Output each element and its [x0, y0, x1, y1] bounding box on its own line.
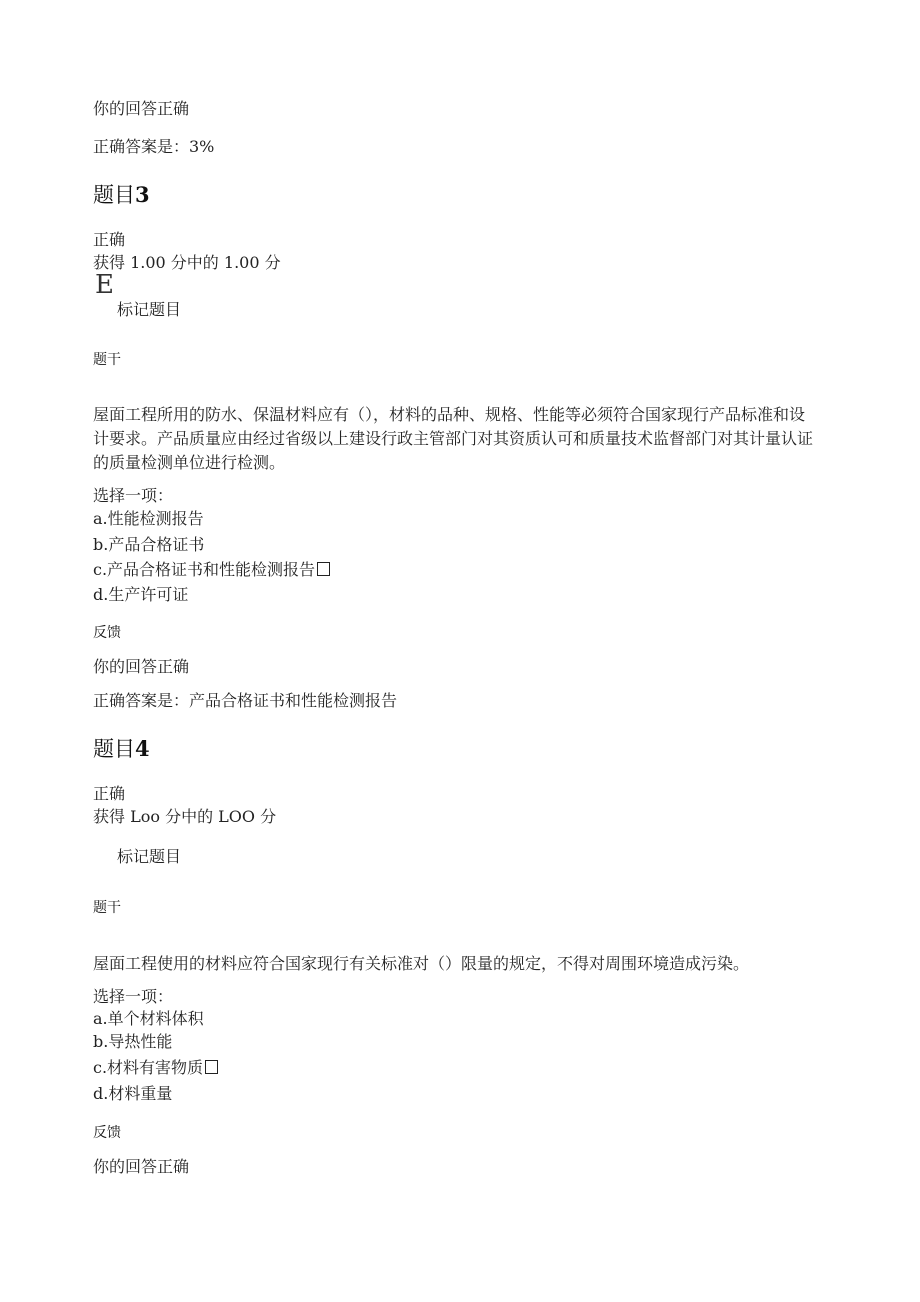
- question-score: 获得 Loo 分中的 LOO 分: [93, 807, 277, 826]
- flag-question-link[interactable]: 标记题目: [117, 300, 182, 319]
- option-label: c.材料有害物质: [93, 1058, 204, 1077]
- option-label: b.产品合格证书: [93, 535, 205, 554]
- feedback-result: 你的回答正确: [93, 1157, 190, 1176]
- option-b[interactable]: [93, 534, 204, 556]
- feedback-result: 你的回答正确: [93, 99, 190, 118]
- question-status: 正确: [93, 230, 126, 249]
- feedback-label: 反馈: [93, 1125, 121, 1141]
- flag-question-link[interactable]: 标记题目: [117, 847, 182, 866]
- option-label: a.性能检测报告: [93, 509, 204, 528]
- choose-one-prompt: 选择一项：: [93, 987, 174, 1006]
- flag-icon[interactable]: E: [95, 270, 114, 300]
- correct-answer: 正确答案是：3%: [93, 137, 215, 156]
- option-c[interactable]: [93, 559, 330, 581]
- checkbox-icon: [317, 562, 330, 576]
- question-stem: 屋面工程所用的防水、保温材料应有（），材料的品种、规格、性能等必须符合国家现行产品标准和设计要求。产品质量应由经过省级以上建设行政主管部门对其资质认可和质量技术监督部门对其计量认证的质量检测单位进行检测。: [93, 405, 814, 472]
- choose-one-prompt: 选择一项：: [93, 486, 174, 505]
- stem-label: 题干: [93, 352, 121, 368]
- question-title-prefix: 题目: [93, 737, 135, 761]
- option-label: d.生产许可证: [93, 585, 189, 604]
- correct-answer: 正确答案是：产品合格证书和性能检测报告: [93, 691, 398, 710]
- stem-label: 题干: [93, 900, 121, 916]
- question-status: 正确: [93, 784, 126, 803]
- question-number: 3: [135, 182, 150, 207]
- option-b[interactable]: [93, 1031, 172, 1053]
- option-a[interactable]: [93, 508, 204, 530]
- feedback-label: 反馈: [93, 625, 121, 641]
- option-a[interactable]: [93, 1008, 204, 1030]
- question-stem: 屋面工程使用的材料应符合国家现行有关标准对（）限量的规定，不得对周围环境造成污染。: [93, 954, 750, 973]
- question-number: 4: [135, 736, 150, 761]
- option-label: c.产品合格证书和性能检测报告: [93, 560, 316, 579]
- question-score: 获得 1.00 分中的 1.00 分: [93, 253, 281, 272]
- option-label: b.导热性能: [93, 1032, 173, 1051]
- option-d[interactable]: [93, 1083, 172, 1105]
- feedback-result: 你的回答正确: [93, 657, 190, 676]
- option-label: a.单个材料体积: [93, 1009, 204, 1028]
- checkbox-icon: [205, 1060, 218, 1074]
- option-d[interactable]: [93, 584, 188, 606]
- question-4-title: [93, 735, 150, 763]
- question-title-prefix: 题目: [93, 183, 135, 207]
- option-label: d.材料重量: [93, 1084, 173, 1103]
- option-c[interactable]: [93, 1057, 218, 1079]
- question-3-title: [93, 181, 150, 209]
